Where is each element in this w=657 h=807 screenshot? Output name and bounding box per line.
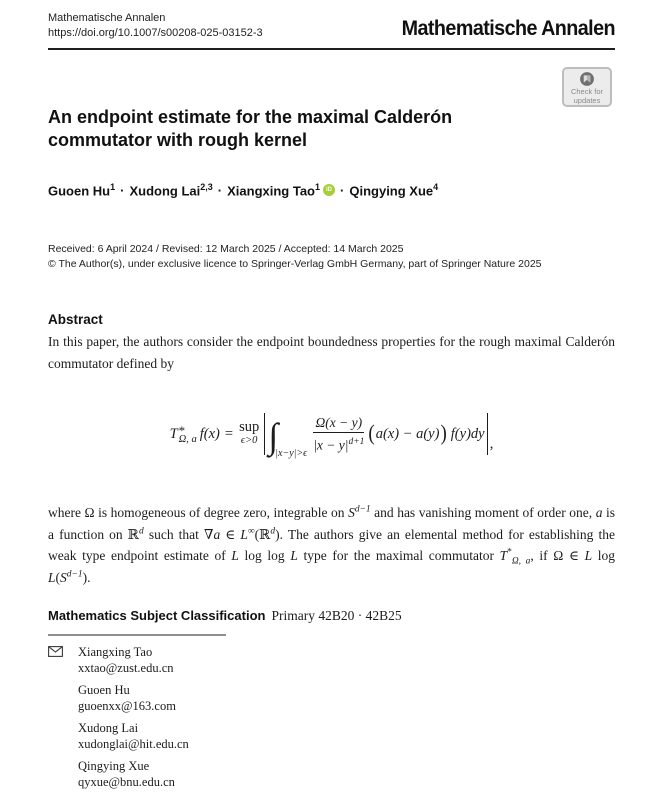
display-equation <box>48 406 615 462</box>
msc-codes: Primary 42B20 · 42B25 <box>271 608 402 624</box>
function-argument: f(x) <box>199 425 220 442</box>
abstract-paragraph-2: where Ω is homogeneous of degree zero, integrable on $S^{d-1}$ and has vanishing moment of order one, a is a function on ℝ$^d$ such that ∇a ∈ L∞(ℝ$^d$). The authors give an elemental method for establishing the weak type endpoint estimate of L log log L type for the maximal commutator $T^*_{\Omega, a}$, if Ω ∈ L $\log L(S^{d-1})$. <box>48 504 616 585</box>
right-parenthesis: ) <box>440 421 447 447</box>
abstract-paragraph-1: In this paper, the authors consider the endpoint boundedness properties for the rough maximal Calderón commutator defined by <box>48 334 615 371</box>
supremum-operator: sup ϵ>0 <box>239 419 260 447</box>
check-for-updates-badge[interactable] <box>562 67 612 107</box>
journal-logotype: Mathematische Annalen <box>401 17 615 40</box>
author-name: Qingying Xue$^4$ <box>349 182 439 199</box>
right-vertical-bar <box>487 413 488 455</box>
badge-label-line1: Check for <box>570 87 604 96</box>
contact-name: Xudong Lai <box>78 721 139 736</box>
commutator-difference: a(x) − a(y) <box>375 425 440 442</box>
contact-email[interactable]: guoenxx@163.com <box>78 699 176 714</box>
abstract-heading: Abstract <box>48 312 103 328</box>
operator-scripts: * Ω, a <box>178 423 197 446</box>
msc-line <box>48 608 615 624</box>
left-vertical-bar <box>264 413 265 455</box>
kernel-fraction: $\frac{\Omega(x - y)}{|x - y|^{d+1}}$ <box>313 415 365 453</box>
operator-symbol: T <box>169 425 178 442</box>
affiliation-superscript: 2,3 <box>200 182 213 192</box>
affiliation-superscript: 1 <box>110 182 116 192</box>
author-name: Guoen Hu$^1$ <box>48 182 116 199</box>
page-header <box>48 0 615 50</box>
contact-name: Qingying Xue <box>78 759 150 774</box>
contact-entry <box>48 644 615 676</box>
contact-email[interactable]: xudonglai@hit.edu.cn <box>78 737 189 752</box>
footnote-separator <box>48 634 226 636</box>
badge-label-line2: updates <box>573 95 601 105</box>
author-name: Xiangxing Tao$^1$ <box>227 182 321 199</box>
equals-sign: = <box>224 425 234 442</box>
trailing-comma: , <box>489 436 494 453</box>
contact-entry <box>48 682 615 714</box>
orcid-icon[interactable]: iD <box>323 184 335 196</box>
author-separator: · <box>340 182 345 198</box>
copyright-line: © The Author(s), under exclusive licence to Springer-Verlag GmbH Germany, part of Springer Nature 2025 <box>48 258 542 271</box>
correspondence-block <box>48 644 615 790</box>
article-title: An endpoint estimate for the maximal Calderón commutator with rough kernel <box>48 107 453 150</box>
author-list <box>48 182 615 198</box>
contact-email[interactable]: qyxue@bnu.edu.cn <box>78 775 175 790</box>
left-parenthesis: ( <box>368 421 375 447</box>
author-separator: · <box>120 182 125 198</box>
received-revised-accepted: Received: 6 April 2024 / Revised: 12 March 2025 / Accepted: 14 March 2025 <box>48 243 404 256</box>
author-name: Xudong Lai$^{2,3}$ <box>129 182 213 199</box>
msc-label: Mathematics Subject Classification <box>48 608 266 624</box>
affiliation-superscript: 4 <box>433 182 439 192</box>
affiliation-superscript: 1 <box>315 182 321 192</box>
contact-name: Xiangxing Tao <box>78 645 153 660</box>
contact-entry <box>48 720 615 752</box>
integrand-tail: f(y)dy <box>450 425 485 442</box>
crossmark-icon <box>576 71 598 87</box>
email-icon <box>48 646 63 657</box>
journal-name-small: Mathematische Annalen <box>48 12 166 24</box>
doi-link[interactable]: https://doi.org/10.1007/s00208-025-03152-3 <box>48 27 263 39</box>
integral: ∫ |x−y|>ϵ <box>268 416 308 460</box>
contact-entry <box>48 758 615 790</box>
contact-name: Guoen Hu <box>78 683 130 698</box>
author-separator: · <box>217 182 223 198</box>
contact-email[interactable]: xxtao@zust.edu.cn <box>78 661 174 676</box>
